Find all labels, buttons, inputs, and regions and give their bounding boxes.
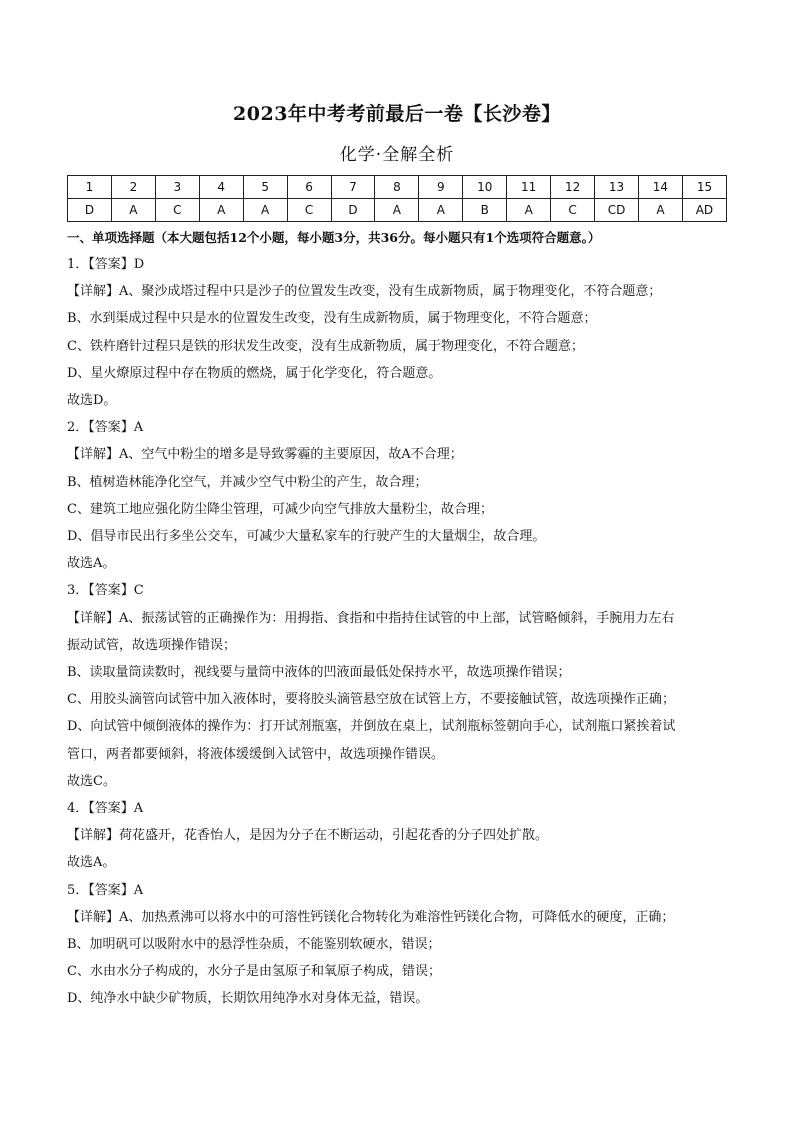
question-number-cell: 13 [595, 176, 639, 199]
explanation-line: 【详解】A、聚沙成塔过程中只是沙子的位置发生改变，没有生成新物质，属于物理变化，不符合题意； [67, 284, 662, 299]
answer-cell: A [111, 199, 155, 222]
answer-heading: 3．【答案】C [67, 583, 144, 598]
answer-cell: C [155, 199, 199, 222]
section-heading: 一、单项选择题（本大题包括12个小题，每小题3分，共36分。每小题只有1个选项符合题意。） [67, 230, 601, 245]
explanation-line: C、铁杵磨针过程只是铁的形状发生改变，没有生成新物质，属于物理变化，不符合题意； [67, 339, 584, 354]
explanation-line: 【详解】A、加热煮沸可以将水中的可溶性钙镁化合物转化为难溶性钙镁化合物，可降低水的硬度，正确； [67, 910, 675, 925]
answer-cell: A [375, 199, 419, 222]
answer-heading: 2．【答案】A [67, 420, 144, 435]
explanation-line: D、星火燎原过程中存在物质的燃烧，属于化学变化，符合题意。 [67, 366, 442, 381]
answer-cell: A [419, 199, 463, 222]
question-number-cell: 4 [199, 176, 243, 199]
explanation-line: 【详解】荷花盛开，花香怡人，是因为分子在不断运动，引起花香的分子四处扩散。 [67, 828, 549, 843]
answer-cell: A [199, 199, 243, 222]
answer-heading: 1．【答案】D [67, 257, 145, 272]
question-number-cell: 8 [375, 176, 419, 199]
question-number-cell: 9 [419, 176, 463, 199]
question-number-cell: 1 [68, 176, 112, 199]
answer-cell: D [331, 199, 375, 222]
explanation-line: D、向试管中倾倒液体的操作为：打开试剂瓶塞，并倒放在桌上，试剂瓶标签朝向手心，试剂瓶口紧挨着试 [67, 719, 676, 734]
answer-heading: 5．【答案】A [67, 883, 144, 898]
explanation-line: 振动试管，故选项操作错误； [67, 638, 237, 653]
answer-table-number-row [68, 176, 727, 199]
explanation-line: 【详解】A、振荡试管的正确操作为：用拇指、食指和中指持住试管的中上部，试管略倾斜，手腕用力左右 [67, 611, 675, 626]
answer-cell: A [243, 199, 287, 222]
explanation-line: D、纯净水中缺少矿物质，长期饮用纯净水对身体无益，错误。 [67, 991, 429, 1006]
answer-cell: CD [595, 199, 639, 222]
explanation-line: C、建筑工地应强化防尘降尘管理，可减少向空气排放大量粉尘，故合理； [67, 502, 493, 517]
explanation-line: B、加明矾可以吸附水中的悬浮性杂质，不能鉴别软硬水，错误； [67, 937, 441, 952]
question-number-cell: 3 [155, 176, 199, 199]
explanation-line: 【详解】A、空气中粉尘的增多是导致雾霾的主要原因，故A不合理； [67, 447, 463, 462]
answer-cell: A [638, 199, 682, 222]
explanation-line: B、读取量筒读数时，视线要与量筒中液体的凹液面最低处保持水平，故选项操作错误； [67, 665, 571, 680]
explanation-line: C、用胶头滴管向试管中加入液体时，要将胶头滴管悬空放在试管上方，不要接触试管，故选项操作正确； [67, 692, 675, 707]
question-number-cell: 11 [507, 176, 551, 199]
answer-cell: AD [682, 199, 726, 222]
question-number-cell: 6 [287, 176, 331, 199]
answer-cell: C [287, 199, 331, 222]
document-subtitle: 化学·全解全析 [339, 145, 455, 165]
explanation-line: 故选A。 [67, 556, 116, 571]
question-number-cell: 12 [551, 176, 595, 199]
explanation-line: 故选D。 [67, 393, 117, 408]
question-number-cell: 10 [463, 176, 507, 199]
question-number-cell: 7 [331, 176, 375, 199]
answer-heading: 4．【答案】A [67, 801, 144, 816]
explanation-line: 故选C。 [67, 774, 116, 789]
answer-table [67, 175, 727, 222]
question-number-cell: 14 [638, 176, 682, 199]
explanation-line: D、倡导市民出行多坐公交车，可减少大量私家车的行驶产生的大量烟尘，故合理。 [67, 529, 546, 544]
question-number-cell: 2 [111, 176, 155, 199]
question-number-cell: 5 [243, 176, 287, 199]
document-title: 2023年中考考前最后一卷【长沙卷】 [233, 103, 561, 125]
answer-cell: A [507, 199, 551, 222]
explanation-line: 故选A。 [67, 855, 116, 870]
question-number-cell: 15 [682, 176, 726, 199]
explanation-line: C、水由水分子构成的，水分子是由氢原子和氧原子构成，错误； [67, 964, 441, 979]
answer-cell: C [551, 199, 595, 222]
explanation-line: B、植树造林能净化空气，并减少空气中粉尘的产生，故合理； [67, 475, 428, 490]
explanation-line: 管口，两者都要倾斜，将液体缓缓倒入试管中，故选项操作错误。 [67, 747, 445, 762]
explanation-line: B、水到渠成过程中只是水的位置发生改变，没有生成新物质，属于物理变化，不符合题意； [67, 311, 597, 326]
answer-table-answer-row [68, 199, 727, 222]
answer-cell: D [68, 199, 112, 222]
answer-cell: B [463, 199, 507, 222]
